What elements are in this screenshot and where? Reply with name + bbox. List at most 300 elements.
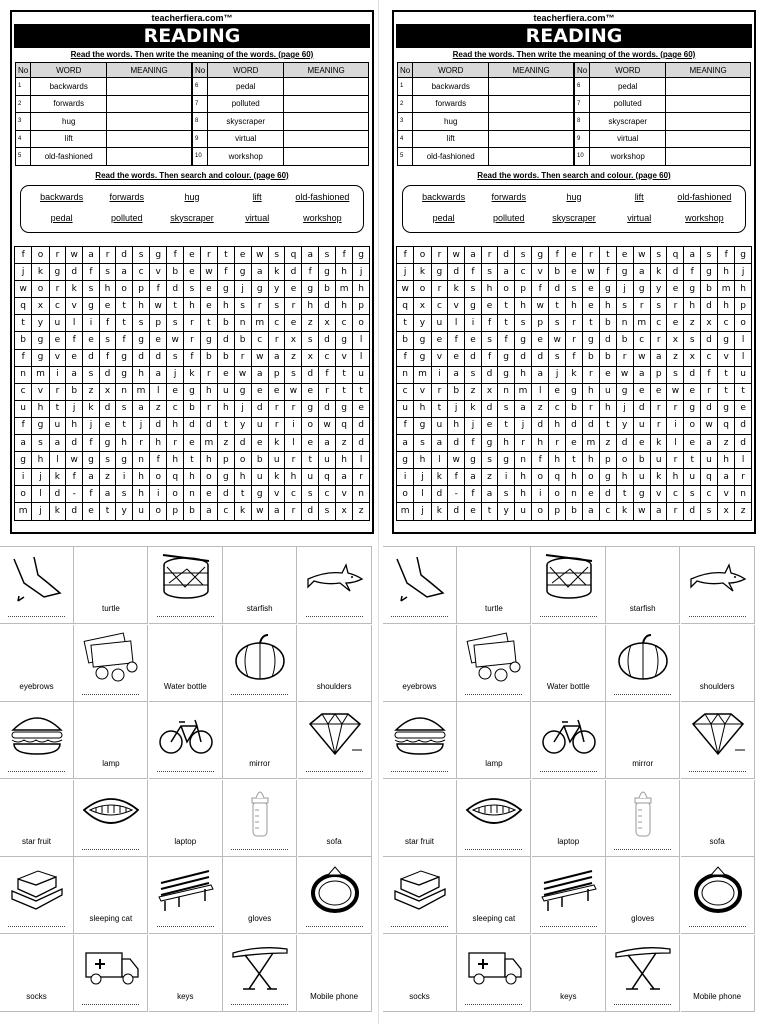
grid-letter[interactable]: l	[735, 332, 752, 349]
grid-letter[interactable]: g	[32, 349, 49, 366]
grid-letter[interactable]: e	[83, 332, 100, 349]
grid-letter[interactable]: h	[336, 452, 353, 469]
grid-letter[interactable]: h	[218, 400, 235, 417]
grid-letter[interactable]: r	[431, 281, 448, 298]
grid-letter[interactable]: s	[302, 486, 319, 503]
grid-letter[interactable]: c	[701, 349, 718, 366]
grid-letter[interactable]: w	[582, 264, 599, 281]
grid-letter[interactable]: j	[15, 264, 32, 281]
grid-letter[interactable]: o	[735, 315, 752, 332]
grid-letter[interactable]: s	[650, 298, 667, 315]
grid-letter[interactable]: d	[200, 417, 217, 434]
grid-letter[interactable]: c	[514, 264, 531, 281]
grid-letter[interactable]: h	[132, 469, 149, 486]
meaning-field[interactable]	[284, 148, 369, 166]
grid-letter[interactable]: q	[667, 247, 684, 264]
grid-letter[interactable]: d	[701, 298, 718, 315]
grid-letter[interactable]: j	[353, 264, 370, 281]
grid-letter[interactable]: j	[448, 400, 465, 417]
grid-letter[interactable]: w	[616, 366, 633, 383]
meaning-field[interactable]	[107, 148, 192, 166]
grid-letter[interactable]: s	[667, 366, 684, 383]
grid-letter[interactable]: z	[336, 435, 353, 452]
grid-letter[interactable]: d	[66, 503, 83, 520]
grid-letter[interactable]: j	[549, 366, 566, 383]
grid-letter[interactable]: g	[302, 400, 319, 417]
grid-letter[interactable]: z	[667, 349, 684, 366]
grid-letter[interactable]: e	[83, 503, 100, 520]
grid-letter[interactable]: e	[66, 349, 83, 366]
grid-letter[interactable]: q	[397, 298, 414, 315]
grid-letter[interactable]: k	[431, 469, 448, 486]
grid-letter[interactable]: d	[319, 332, 336, 349]
grid-letter[interactable]: g	[15, 452, 32, 469]
grid-letter[interactable]: f	[83, 264, 100, 281]
grid-letter[interactable]: y	[268, 281, 285, 298]
grid-letter[interactable]: r	[285, 503, 302, 520]
grid-letter[interactable]: d	[566, 417, 583, 434]
grid-letter[interactable]: q	[285, 247, 302, 264]
grid-letter[interactable]: h	[667, 469, 684, 486]
grid-letter[interactable]: e	[566, 435, 583, 452]
grid-letter[interactable]: y	[650, 281, 667, 298]
grid-letter[interactable]: w	[234, 366, 251, 383]
grid-letter[interactable]: e	[99, 417, 116, 434]
picture-card[interactable]	[298, 857, 372, 934]
answer-line[interactable]	[614, 849, 671, 850]
grid-letter[interactable]: a	[718, 469, 735, 486]
grid-letter[interactable]: h	[600, 298, 617, 315]
grid-letter[interactable]: b	[616, 332, 633, 349]
grid-letter[interactable]: e	[481, 417, 498, 434]
grid-letter[interactable]: s	[234, 298, 251, 315]
grid-letter[interactable]: u	[49, 417, 66, 434]
grid-letter[interactable]: f	[448, 469, 465, 486]
grid-letter[interactable]: o	[397, 486, 414, 503]
grid-letter[interactable]: u	[353, 366, 370, 383]
grid-letter[interactable]: b	[66, 383, 83, 400]
grid-letter[interactable]: z	[718, 435, 735, 452]
grid-letter[interactable]: o	[15, 486, 32, 503]
grid-letter[interactable]: g	[234, 383, 251, 400]
grid-letter[interactable]: h	[132, 298, 149, 315]
grid-letter[interactable]: n	[566, 486, 583, 503]
grid-letter[interactable]: t	[218, 417, 235, 434]
grid-letter[interactable]: u	[251, 469, 268, 486]
grid-letter[interactable]: s	[481, 452, 498, 469]
grid-letter[interactable]: r	[132, 435, 149, 452]
grid-letter[interactable]: v	[718, 486, 735, 503]
grid-letter[interactable]: h	[99, 281, 116, 298]
grid-letter[interactable]: d	[132, 349, 149, 366]
grid-letter[interactable]: u	[132, 503, 149, 520]
grid-letter[interactable]: h	[718, 298, 735, 315]
grid-letter[interactable]: j	[616, 400, 633, 417]
grid-letter[interactable]: e	[684, 383, 701, 400]
grid-letter[interactable]: o	[616, 452, 633, 469]
grid-letter[interactable]: e	[465, 332, 482, 349]
grid-letter[interactable]: m	[251, 315, 268, 332]
grid-letter[interactable]: h	[132, 366, 149, 383]
grid-letter[interactable]: b	[184, 400, 201, 417]
meaning-field[interactable]	[284, 130, 369, 148]
word-card[interactable]	[298, 780, 372, 857]
grid-letter[interactable]: f	[718, 247, 735, 264]
grid-letter[interactable]: h	[549, 452, 566, 469]
grid-letter[interactable]: k	[650, 469, 667, 486]
grid-letter[interactable]: z	[150, 400, 167, 417]
grid-letter[interactable]: s	[481, 332, 498, 349]
grid-letter[interactable]: e	[302, 383, 319, 400]
grid-letter[interactable]: h	[132, 486, 149, 503]
grid-letter[interactable]: g	[218, 281, 235, 298]
answer-line[interactable]	[306, 926, 363, 927]
grid-letter[interactable]: g	[566, 383, 583, 400]
grid-letter[interactable]: x	[481, 383, 498, 400]
word-card[interactable]	[0, 935, 74, 1012]
grid-letter[interactable]: a	[481, 486, 498, 503]
meaning-field[interactable]	[107, 113, 192, 131]
picture-card[interactable]	[457, 780, 531, 857]
grid-letter[interactable]: d	[99, 400, 116, 417]
grid-letter[interactable]: o	[582, 469, 599, 486]
grid-letter[interactable]: j	[234, 281, 251, 298]
grid-letter[interactable]: o	[532, 469, 549, 486]
grid-letter[interactable]: w	[66, 247, 83, 264]
grid-letter[interactable]: u	[684, 469, 701, 486]
grid-letter[interactable]: t	[397, 315, 414, 332]
grid-letter[interactable]: e	[582, 298, 599, 315]
grid-letter[interactable]: b	[566, 503, 583, 520]
grid-letter[interactable]: h	[549, 417, 566, 434]
grid-letter[interactable]: p	[353, 298, 370, 315]
grid-letter[interactable]: l	[431, 452, 448, 469]
grid-letter[interactable]: d	[532, 349, 549, 366]
grid-letter[interactable]: t	[302, 452, 319, 469]
grid-letter[interactable]: e	[251, 383, 268, 400]
picture-card[interactable]	[606, 625, 680, 702]
grid-letter[interactable]: z	[285, 349, 302, 366]
grid-letter[interactable]: z	[83, 383, 100, 400]
grid-letter[interactable]: h	[302, 298, 319, 315]
grid-letter[interactable]: -	[448, 486, 465, 503]
meaning-field[interactable]	[284, 95, 369, 113]
grid-letter[interactable]: z	[532, 400, 549, 417]
grid-letter[interactable]: d	[667, 264, 684, 281]
grid-letter[interactable]: j	[397, 264, 414, 281]
grid-letter[interactable]: r	[353, 469, 370, 486]
grid-letter[interactable]: t	[684, 452, 701, 469]
grid-letter[interactable]: p	[218, 452, 235, 469]
grid-letter[interactable]: a	[302, 247, 319, 264]
grid-letter[interactable]: s	[650, 247, 667, 264]
grid-letter[interactable]: s	[684, 486, 701, 503]
answer-line[interactable]	[306, 771, 363, 772]
answer-line[interactable]	[689, 771, 746, 772]
grid-letter[interactable]: e	[200, 281, 217, 298]
grid-letter[interactable]: g	[336, 400, 353, 417]
grid-letter[interactable]: z	[218, 435, 235, 452]
picture-card[interactable]	[457, 935, 531, 1012]
word-card[interactable]	[457, 547, 531, 624]
grid-letter[interactable]: e	[650, 383, 667, 400]
grid-letter[interactable]: p	[167, 503, 184, 520]
grid-letter[interactable]: h	[532, 435, 549, 452]
grid-letter[interactable]: h	[514, 298, 531, 315]
grid-letter[interactable]: a	[83, 247, 100, 264]
grid-letter[interactable]: l	[49, 452, 66, 469]
meaning-field[interactable]	[489, 113, 574, 131]
grid-letter[interactable]: g	[582, 332, 599, 349]
grid-letter[interactable]: e	[566, 247, 583, 264]
grid-letter[interactable]: r	[481, 247, 498, 264]
grid-letter[interactable]: d	[167, 281, 184, 298]
grid-letter[interactable]: v	[49, 349, 66, 366]
grid-letter[interactable]: g	[431, 264, 448, 281]
grid-letter[interactable]: e	[684, 435, 701, 452]
grid-letter[interactable]: i	[397, 469, 414, 486]
grid-letter[interactable]: d	[99, 366, 116, 383]
grid-letter[interactable]: e	[481, 298, 498, 315]
grid-letter[interactable]: r	[667, 400, 684, 417]
grid-letter[interactable]: f	[336, 247, 353, 264]
grid-letter[interactable]: f	[15, 247, 32, 264]
answer-line[interactable]	[82, 694, 139, 695]
grid-letter[interactable]: i	[49, 366, 66, 383]
grid-letter[interactable]: v	[336, 486, 353, 503]
grid-letter[interactable]: v	[650, 486, 667, 503]
meaning-field[interactable]	[107, 130, 192, 148]
grid-letter[interactable]: o	[549, 486, 566, 503]
grid-letter[interactable]: r	[285, 298, 302, 315]
picture-card[interactable]	[74, 780, 148, 857]
grid-letter[interactable]: g	[481, 435, 498, 452]
grid-letter[interactable]: a	[498, 264, 515, 281]
grid-letter[interactable]: u	[302, 469, 319, 486]
grid-letter[interactable]: c	[132, 264, 149, 281]
grid-letter[interactable]: u	[397, 400, 414, 417]
grid-letter[interactable]: s	[498, 486, 515, 503]
word-card[interactable]	[606, 702, 680, 779]
grid-letter[interactable]: r	[268, 400, 285, 417]
grid-letter[interactable]: r	[633, 298, 650, 315]
grid-letter[interactable]: a	[268, 349, 285, 366]
grid-letter[interactable]: u	[633, 417, 650, 434]
grid-letter[interactable]: b	[549, 264, 566, 281]
grid-letter[interactable]: a	[514, 400, 531, 417]
grid-letter[interactable]: a	[336, 469, 353, 486]
grid-letter[interactable]: h	[735, 281, 752, 298]
grid-letter[interactable]: y	[32, 315, 49, 332]
grid-letter[interactable]: t	[353, 383, 370, 400]
answer-line[interactable]	[8, 616, 65, 617]
grid-letter[interactable]: f	[99, 315, 116, 332]
answer-line[interactable]	[391, 771, 448, 772]
grid-letter[interactable]: g	[633, 281, 650, 298]
grid-letter[interactable]: w	[397, 281, 414, 298]
grid-letter[interactable]: h	[514, 469, 531, 486]
grid-letter[interactable]: j	[414, 469, 431, 486]
grid-letter[interactable]: l	[735, 452, 752, 469]
grid-letter[interactable]: o	[150, 469, 167, 486]
grid-letter[interactable]: a	[465, 247, 482, 264]
grid-letter[interactable]: w	[319, 417, 336, 434]
grid-letter[interactable]: c	[319, 486, 336, 503]
grid-letter[interactable]: s	[268, 298, 285, 315]
grid-letter[interactable]: s	[414, 435, 431, 452]
grid-letter[interactable]: z	[465, 383, 482, 400]
grid-letter[interactable]: f	[549, 247, 566, 264]
picture-card[interactable]	[298, 547, 372, 624]
grid-letter[interactable]: k	[616, 503, 633, 520]
grid-letter[interactable]: d	[285, 264, 302, 281]
grid-letter[interactable]: i	[431, 366, 448, 383]
grid-letter[interactable]: s	[514, 315, 531, 332]
grid-letter[interactable]: l	[353, 452, 370, 469]
grid-letter[interactable]: d	[116, 247, 133, 264]
word-card[interactable]	[681, 935, 755, 1012]
grid-letter[interactable]: d	[431, 486, 448, 503]
grid-letter[interactable]: h	[234, 469, 251, 486]
grid-letter[interactable]: k	[234, 503, 251, 520]
grid-letter[interactable]: p	[735, 298, 752, 315]
grid-letter[interactable]: g	[735, 247, 752, 264]
grid-letter[interactable]: d	[218, 332, 235, 349]
grid-letter[interactable]: j	[66, 400, 83, 417]
grid-letter[interactable]: i	[667, 417, 684, 434]
grid-letter[interactable]: o	[302, 417, 319, 434]
grid-letter[interactable]: s	[319, 247, 336, 264]
grid-letter[interactable]: x	[684, 349, 701, 366]
picture-card[interactable]	[74, 625, 148, 702]
grid-letter[interactable]: g	[616, 264, 633, 281]
grid-letter[interactable]: t	[336, 366, 353, 383]
grid-letter[interactable]: z	[353, 503, 370, 520]
grid-letter[interactable]: x	[302, 349, 319, 366]
word-card[interactable]	[223, 857, 297, 934]
grid-letter[interactable]: q	[319, 469, 336, 486]
picture-card[interactable]	[74, 935, 148, 1012]
word-card[interactable]	[149, 935, 223, 1012]
grid-letter[interactable]: h	[116, 435, 133, 452]
grid-letter[interactable]: e	[566, 264, 583, 281]
grid-letter[interactable]: p	[150, 315, 167, 332]
grid-letter[interactable]: w	[200, 264, 217, 281]
grid-letter[interactable]: g	[498, 452, 515, 469]
grid-letter[interactable]: i	[532, 486, 549, 503]
grid-letter[interactable]: i	[465, 315, 482, 332]
grid-letter[interactable]: f	[465, 435, 482, 452]
grid-letter[interactable]: e	[285, 315, 302, 332]
grid-letter[interactable]: g	[251, 486, 268, 503]
grid-letter[interactable]: e	[49, 332, 66, 349]
meaning-field[interactable]	[666, 130, 751, 148]
grid-letter[interactable]: d	[302, 366, 319, 383]
picture-card[interactable]	[532, 857, 606, 934]
grid-letter[interactable]: g	[83, 298, 100, 315]
grid-letter[interactable]: a	[251, 366, 268, 383]
grid-letter[interactable]: g	[532, 247, 549, 264]
grid-letter[interactable]: a	[431, 435, 448, 452]
grid-letter[interactable]: g	[132, 332, 149, 349]
grid-letter[interactable]: g	[397, 452, 414, 469]
grid-letter[interactable]: t	[234, 486, 251, 503]
grid-letter[interactable]: f	[448, 332, 465, 349]
grid-letter[interactable]: j	[234, 400, 251, 417]
grid-letter[interactable]: e	[600, 366, 617, 383]
picture-card[interactable]	[383, 702, 457, 779]
picture-card[interactable]	[532, 702, 606, 779]
grid-letter[interactable]: k	[414, 264, 431, 281]
grid-letter[interactable]: a	[66, 366, 83, 383]
grid-letter[interactable]: g	[184, 383, 201, 400]
grid-letter[interactable]: f	[15, 417, 32, 434]
grid-letter[interactable]: o	[150, 503, 167, 520]
grid-letter[interactable]: l	[414, 486, 431, 503]
grid-letter[interactable]: r	[667, 452, 684, 469]
grid-letter[interactable]: a	[448, 366, 465, 383]
grid-letter[interactable]: y	[234, 417, 251, 434]
grid-letter[interactable]: s	[549, 349, 566, 366]
grid-letter[interactable]: e	[633, 435, 650, 452]
grid-letter[interactable]: z	[481, 469, 498, 486]
grid-letter[interactable]: r	[431, 383, 448, 400]
grid-letter[interactable]: f	[83, 435, 100, 452]
grid-letter[interactable]: b	[319, 281, 336, 298]
grid-letter[interactable]: q	[549, 469, 566, 486]
grid-letter[interactable]: y	[414, 315, 431, 332]
word-card[interactable]	[74, 857, 148, 934]
grid-letter[interactable]: h	[566, 298, 583, 315]
grid-letter[interactable]: e	[184, 435, 201, 452]
answer-line[interactable]	[82, 1004, 139, 1005]
grid-letter[interactable]: w	[667, 383, 684, 400]
grid-letter[interactable]: h	[184, 298, 201, 315]
grid-letter[interactable]: s	[99, 332, 116, 349]
grid-letter[interactable]: f	[150, 452, 167, 469]
grid-letter[interactable]: k	[650, 264, 667, 281]
word-card[interactable]	[681, 625, 755, 702]
grid-letter[interactable]: c	[397, 383, 414, 400]
grid-letter[interactable]: c	[718, 315, 735, 332]
grid-letter[interactable]: r	[582, 366, 599, 383]
grid-letter[interactable]: d	[498, 247, 515, 264]
grid-letter[interactable]: s	[498, 400, 515, 417]
grid-letter[interactable]: d	[701, 400, 718, 417]
grid-letter[interactable]: u	[431, 315, 448, 332]
grid-letter[interactable]: p	[600, 452, 617, 469]
grid-letter[interactable]: r	[49, 281, 66, 298]
grid-letter[interactable]: b	[566, 400, 583, 417]
grid-letter[interactable]: s	[167, 349, 184, 366]
grid-letter[interactable]: w	[448, 247, 465, 264]
grid-letter[interactable]: t	[718, 383, 735, 400]
grid-letter[interactable]: x	[414, 298, 431, 315]
picture-card[interactable]	[149, 857, 223, 934]
grid-letter[interactable]: f	[66, 332, 83, 349]
grid-letter[interactable]: u	[268, 452, 285, 469]
picture-card[interactable]	[0, 547, 74, 624]
grid-letter[interactable]: t	[600, 417, 617, 434]
grid-letter[interactable]: s	[302, 332, 319, 349]
grid-letter[interactable]: v	[32, 383, 49, 400]
grid-letter[interactable]: p	[650, 366, 667, 383]
grid-letter[interactable]: s	[132, 247, 149, 264]
grid-letter[interactable]: h	[167, 417, 184, 434]
grid-letter[interactable]: t	[566, 452, 583, 469]
grid-letter[interactable]: k	[465, 400, 482, 417]
picture-card[interactable]	[0, 702, 74, 779]
